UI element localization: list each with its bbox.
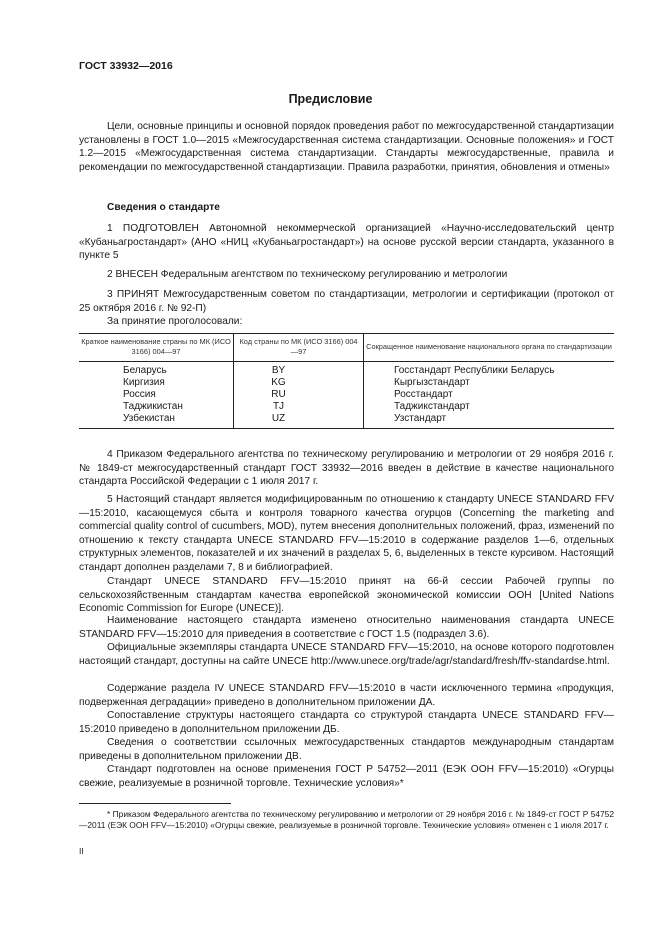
table-cell-body: Кыргызстандарт [364, 377, 615, 389]
paragraph-official-copies: Официальные экземпляры стандарта UNECE STANDARD FFV—15:2010, на основе которого подготовлен настоящий стандарт, доступны на сайте UNECE http://www.unece.org/trade/agr/standard/fresh/ffv-standardse.html. [79, 642, 614, 667]
paragraph-references: Сведения о соответствии ссылочных межгосударственных стандартов международным стандартам приведены в дополнительном приложении ДВ. [79, 737, 614, 762]
table-header-country: Краткое наименование страны по МК (ИСО 3166) 004—97 [79, 334, 234, 362]
item-4: 4 Приказом Федерального агентства по техническому регулированию и метрологии от 29 ноября 2016 г. № 1849-ст межгосударственный стандарт ГОСТ 33932—2016 введен в действие в качестве национального стандарта Российской Федерации с 1 июля 2017 г. [79, 449, 614, 488]
voted-label: За принятие проголосовали: [107, 316, 243, 327]
table-cell-body: Госстандарт Республики Беларусь [364, 362, 615, 378]
table-row [79, 362, 614, 378]
paragraph-adopted: Стандарт UNECE STANDARD FFV—15:2010 принят на 66-й сессии Рабочей группы по сельскохозяйственным стандартам качества европейской экономической комиссии ООН [United Nations Economic Commission for Europe (UNECE)]. [79, 576, 614, 615]
footnote-divider [79, 803, 231, 804]
table-cell-country: Россия [123, 389, 156, 400]
table-header-row [79, 334, 614, 362]
page-title: Предисловие [288, 92, 373, 106]
item-2: 2 ВНЕСЕН Федеральным агентством по техническому регулированию и метрологии [107, 269, 508, 280]
voting-table [79, 333, 614, 429]
section-title: Сведения о стандарте [107, 202, 220, 213]
table-cell-country: Киргизия [123, 377, 165, 388]
table-header-body: Сокращенное наименование национального органа по стандартизации [364, 334, 615, 362]
table-row [79, 401, 614, 413]
table-cell-body: Таджикстандарт [364, 401, 615, 413]
table-row [79, 377, 614, 389]
table-cell-country: Таджикистан [123, 401, 183, 412]
footnote: * Приказом Федерального агентства по техническому регулированию и метрологии от 29 ноября 2016 г. № 1849-ст ГОСТ Р 54752—2011 (ЕЭК ООН FFV—15:2010) «Огурцы свежие, реализуемые в розничной торговле. Технические условия» отменен с 1 июля 2017 г. [79, 809, 614, 831]
table-row [79, 413, 614, 429]
paragraph-prepared: Стандарт подготовлен на основе применения ГОСТ Р 54752—2011 (ЕЭК ООН FFV—15:2010) «Огурцы свежие, реализуемые в розничной торговле. Технические условия»* [79, 764, 614, 789]
table-cell-code: BY [234, 362, 364, 378]
paragraph-name-change: Наименование настоящего стандарта изменено относительно наименования стандарта UNECE STANDARD FFV—15:2010 для приведения в соответствие с ГОСТ 1.5 (подраздел 3.6). [79, 615, 614, 640]
document-code: ГОСТ 33932—2016 [79, 60, 173, 72]
table-cell-code: TJ [234, 401, 364, 413]
paragraph-content: Содержание раздела IV UNECE STANDARD FFV—15:2010 в части исключенного термина «продукция, подверженная деградации» приведено в дополнительном приложении ДА. [79, 683, 614, 708]
table-cell-code: UZ [234, 413, 364, 429]
table-cell-code: KG [234, 377, 364, 389]
intro-paragraph: Цели, основные принципы и основной порядок проведения работ по межгосударственной стандартизации установлены в ГОСТ 1.0—2015 «Межгосударственная система стандартизации. Основные положения» и ГОСТ 1.2—2015 «Межгосударственная система стандартизации. Стандарты межгосударственные, правила и рекомендации по межгосударственной стандартизации. Правила разработки, принятия, обновления и отмены» [79, 121, 614, 173]
table-cell-code: RU [234, 389, 364, 401]
item-1: 1 ПОДГОТОВЛЕН Автономной некоммерческой организацией «Научно-исследовательский центр «Кубаньагростандарт» (АНО «НИЦ «Кубаньагростандарт») на основе русской версии стандарта, указанного в пункте 5 [79, 223, 614, 262]
table-cell-body: Росстандарт [364, 389, 615, 401]
page-number: II [79, 846, 84, 856]
table-cell-body: Узстандарт [364, 413, 615, 429]
table-cell-country: Беларусь [123, 365, 167, 376]
item-5: 5 Настоящий стандарт является модифицированным по отношению к стандарту UNECE STANDARD FFV—15:2010, касающемуся сбыта и контроля товарного качества огурцов (Concerning the marketing and commercial quality control of cucumbers, MOD), путем внесения дополнительных положений, фраз, изменений по отношению к тексту стандарта UNECE STANDARD FFV—15:2010 в содержание разделов 1—6, отдельных структурных элементов, показателей и их значений в разделах 5, 6, выделенных в тексте курсивом. Настоящий стандарт дополнен разделами 7, 8 и библиографией. [79, 494, 614, 573]
table-row [79, 389, 614, 401]
paragraph-structure: Сопоставление структуры настоящего стандарта со структурой стандарта UNECE STANDARD FFV—15:2010 приведено в дополнительном приложении ДБ. [79, 710, 614, 735]
table-header-code: Код страны по МК (ИСО 3166) 004—97 [234, 334, 364, 362]
item-3: 3 ПРИНЯТ Межгосударственным советом по стандартизации, метрологии и сертификации (протокол от 25 октября 2016 г. № 92-П) [79, 289, 614, 314]
table-cell-country: Узбекистан [79, 413, 234, 429]
